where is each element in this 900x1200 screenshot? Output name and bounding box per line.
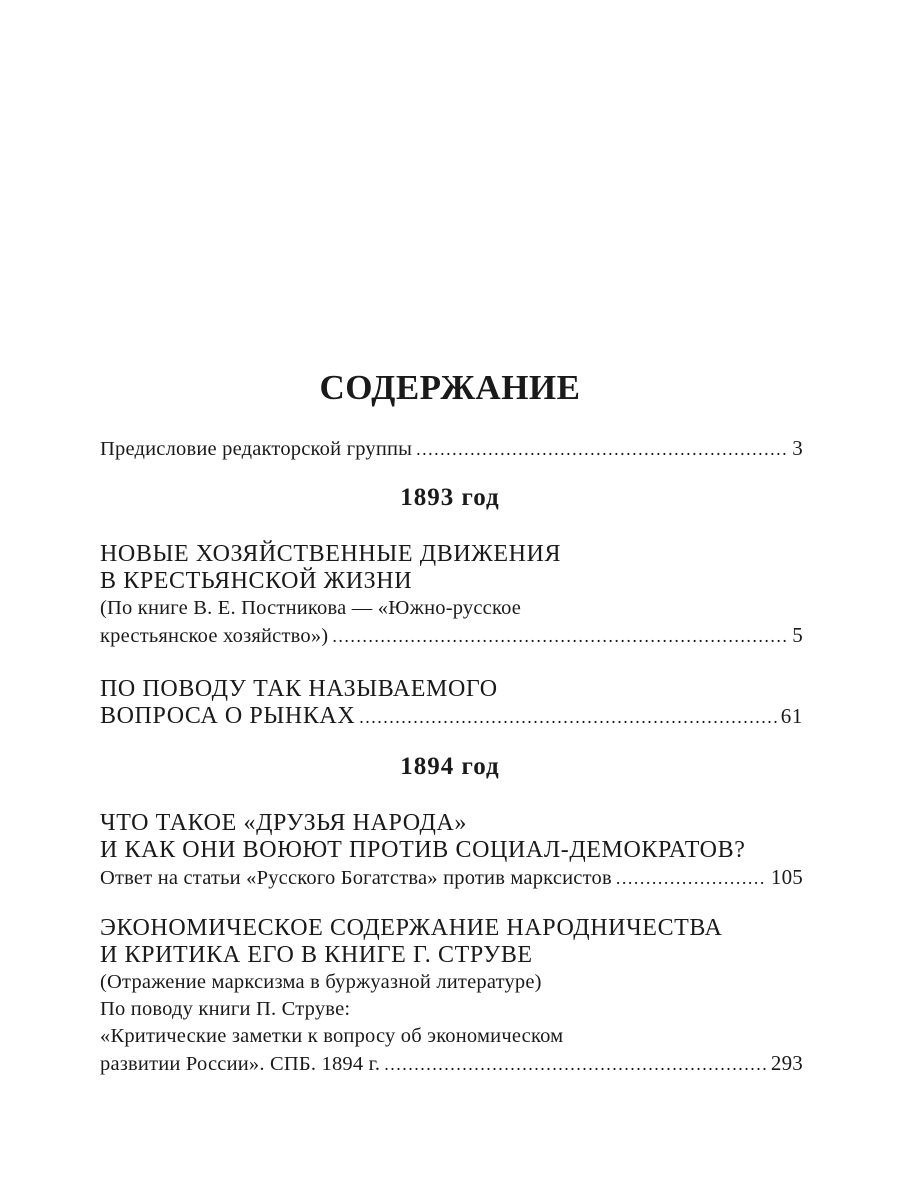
page-number: 61: [780, 704, 803, 728]
dot-leader: [616, 865, 767, 892]
dot-leader: [384, 1051, 767, 1078]
year-heading: 1893 год: [400, 484, 500, 511]
dot-leader: [332, 623, 788, 650]
page-number: 3: [792, 436, 803, 460]
toc-entry-preface[interactable]: [100, 435, 803, 462]
page-title: СОДЕРЖАНИЕ: [319, 368, 581, 407]
entry-subtitle-line: Ответ на статьи «Русского Богатства» против марксистов: [100, 867, 612, 889]
toc-leader-line: [100, 1050, 803, 1077]
toc-entry[interactable]: [100, 810, 803, 891]
toc-leader-line: [100, 703, 803, 730]
toc-leader-line: [100, 622, 803, 649]
toc-entry[interactable]: [100, 541, 803, 649]
year-heading: 1894 год: [400, 753, 500, 780]
entry-subtitle-line: (Отражение марксизма в буржуазной литературе): [100, 971, 542, 993]
entry-title-line: И КРИТИКА ЕГО В КНИГЕ Г. СТРУВЕ: [100, 942, 533, 968]
page-number: 293: [770, 1051, 803, 1075]
dot-leader: [359, 704, 777, 731]
entry-subtitle-line: (По книге В. Е. Постникова — «Южно-русское: [100, 597, 522, 619]
entry-title-line: В КРЕСТЬЯНСКОЙ ЖИЗНИ: [100, 568, 413, 594]
entry-title-line: НОВЫЕ ХОЗЯЙСТВЕННЫЕ ДВИЖЕНИЯ: [100, 541, 562, 567]
toc-entry[interactable]: [100, 676, 803, 730]
entry-subtitle-line: развитии России». СПБ. 1894 г.: [100, 1053, 381, 1075]
entry-title-line: ЧТО ТАКОЕ «ДРУЗЬЯ НАРОДА»: [100, 810, 467, 836]
dot-leader: [416, 436, 788, 463]
entry-title-line: ЭКОНОМИЧЕСКОЕ СОДЕРЖАНИЕ НАРОДНИЧЕСТВА: [100, 915, 723, 941]
toc-leader-line: [100, 435, 803, 462]
toc-leader-line: [100, 864, 803, 891]
entry-subtitle-line: «Критические заметки к вопросу об экономическом: [100, 1025, 564, 1047]
page-number: 5: [792, 623, 803, 647]
entry-subtitle-line: По поводу книги П. Струве:: [100, 998, 351, 1020]
toc-entry[interactable]: [100, 915, 803, 1077]
entry-title-line: ПО ПОВОДУ ТАК НАЗЫВАЕМОГО: [100, 676, 498, 702]
entry-text: Предисловие редакторской группы: [100, 438, 413, 460]
entry-title-line: ВОПРОСА О РЫНКАХ: [100, 703, 356, 729]
page-number: 105: [770, 865, 803, 889]
entry-title-line: И КАК ОНИ ВОЮЮТ ПРОТИВ СОЦИАЛ-ДЕМОКРАТОВ?: [100, 837, 746, 863]
entry-subtitle-line: крестьянское хозяйство»): [100, 625, 329, 647]
